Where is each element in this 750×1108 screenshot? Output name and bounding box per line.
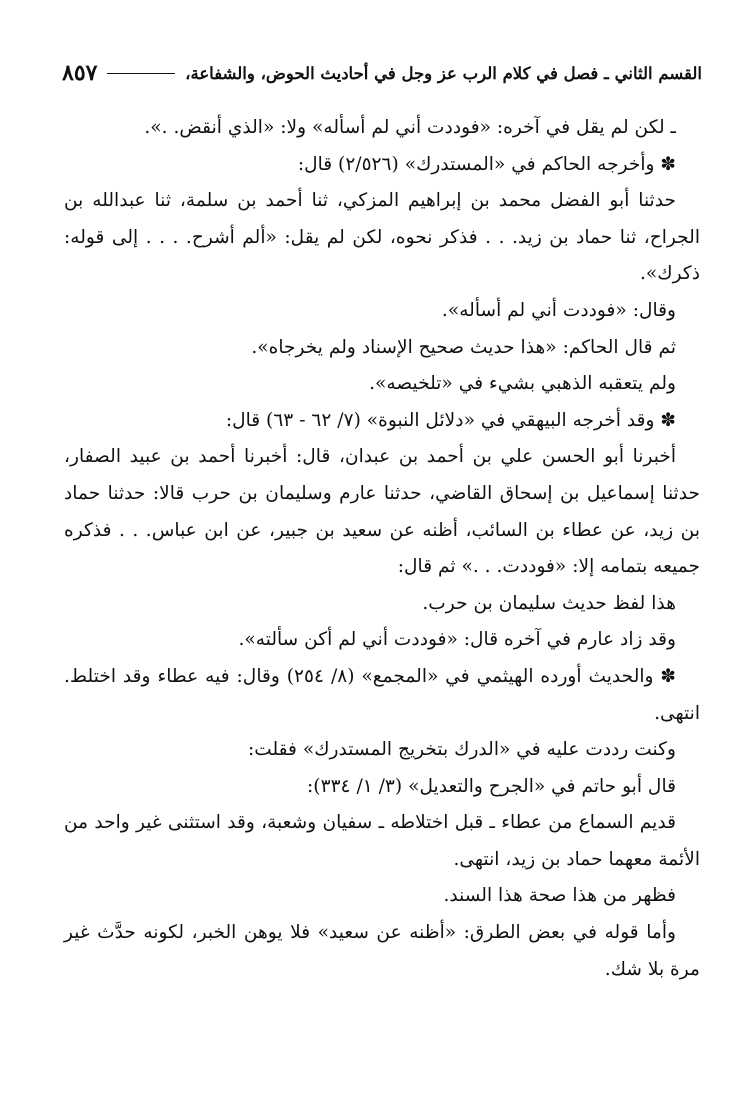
paragraph-1: ـ لكن لم يقل في آخره: «فوددت أني لم أسأله» ولا: «الذي أنقض. .».	[144, 117, 676, 138]
header-rule	[107, 73, 175, 74]
paragraph-2: ✽ وأخرجه الحاكم في «المستدرك» (٢/٥٢٦) قال:	[297, 153, 676, 175]
paragraph-7: ✽ وقد أخرجه البيهقي في «دلائل النبوة» (٧/ ٦٢ - ٦٣) قال:	[225, 409, 676, 431]
running-title: القسم الثاني ـ فصل في كلام الرب عز وجل في أحاديث الحوض، والشفاعة،	[185, 63, 702, 83]
page-number: ٨٥٧	[62, 60, 98, 86]
paragraph-14: قديم السماع من عطاء ـ قبل اختلاطه ـ سفيان وشعبة، وقد استثنى غير واحد من الأئمة معهما حماد بن زيد، انتهى.	[64, 812, 700, 870]
paragraph-5: ثم قال الحاكم: «هذا حديث صحيح الإسناد ولم يخرجاه».	[251, 336, 676, 358]
paragraph-10: وقد زاد عارم في آخره قال: «فوددت أني لم أكن سألته».	[238, 629, 676, 651]
body-text	[64, 110, 700, 988]
paragraph-9: هذا لفظ حديث سليمان بن حرب.	[422, 592, 676, 614]
paragraph-6: ولم يتعقبه الذهبي بشيء في «تلخيصه».	[369, 373, 676, 395]
paragraph-8: أخبرنا أبو الحسن علي بن أحمد بن عبدان، قال: أخبرنا أحمد بن عبيد الصفار، حدثنا إسماعيل بن إسحاق القاضي، حدثنا عارم وسليمان بن حرب قالا: حدثنا حماد بن زيد، عن عطاء بن السائب، أظنه عن سعيد بن جبير، عن ابن عباس. . . فذكره جميعه بتمامه إلا: «فوددت. . .» ثم قال:	[64, 446, 700, 578]
page-header	[62, 56, 702, 90]
paragraph-15: فظهر من هذا صحة هذا السند.	[443, 885, 676, 907]
paragraph-4: وقال: «فوددت أني لم أسأله».	[441, 299, 676, 321]
paragraph-16: وأما قوله في بعض الطرق: «أظنه عن سعيد» فلا يوهن الخبر، لكونه حدَّث غير مرة بلا شك.	[64, 922, 700, 980]
paragraph-3: حدثنا أبو الفضل محمد بن إبراهيم المزكي، ثنا أحمد بن سلمة، ثنا عبدالله بن الجراح، ثنا حماد بن زيد. . . فذكر نحوه، لكن لم يقل: «ألم أشرح. . . . إلى قوله: ذكرك».	[64, 190, 700, 285]
paragraph-11: ✽ والحديث أورده الهيثمي في «المجمع» (٨/ ٢٥٤) وقال: فيه عطاء وقد اختلط. انتهى.	[64, 665, 700, 724]
paragraph-13: قال أبو حاتم في «الجرح والتعديل» (٣/ ١/ ٣٣٤):	[307, 775, 676, 797]
paragraph-12: وكنت رددت عليه في «الدرك بتخريج المستدرك» فقلت:	[247, 739, 676, 761]
